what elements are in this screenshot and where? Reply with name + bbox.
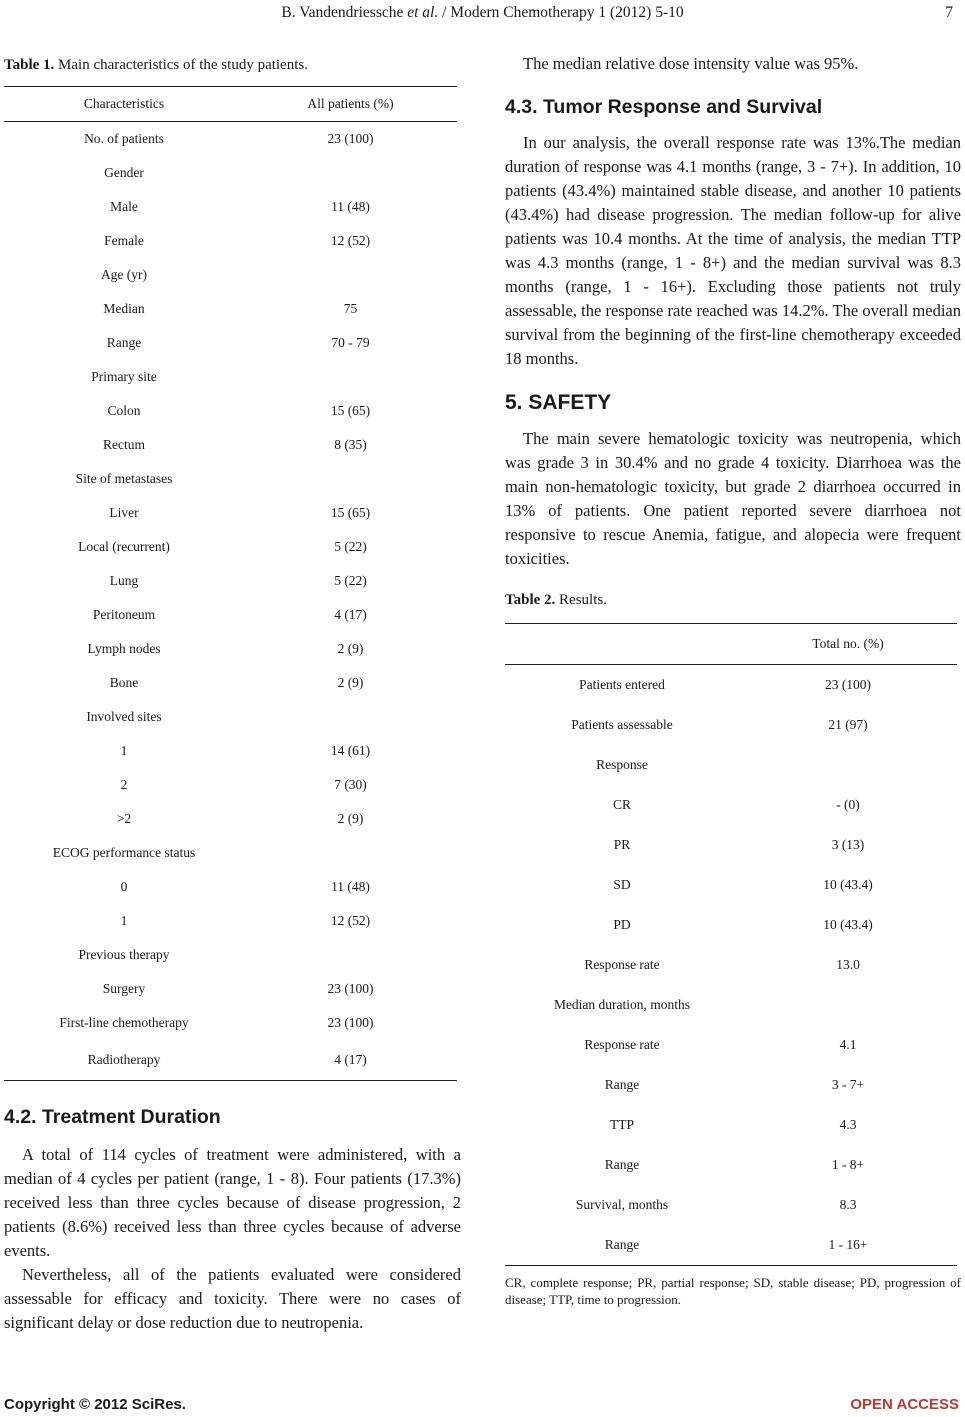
table-cell-value: 5 (22) xyxy=(334,539,367,554)
paragraph: A total of 114 cycles of treatment were administered, with a median of 4 cycles per patient (range, 1 - 8). Four patients (17.3%) received less than three cycles because of disease progression, 2 patients (8.6%) received less than three cycles because of adverse events. xyxy=(4,1145,461,1260)
table-cell-label: Involved sites xyxy=(86,709,162,724)
table-cell-label: Lung xyxy=(109,573,139,588)
table-cell-label: PD xyxy=(613,917,631,932)
table-cell-value: 23 (100) xyxy=(327,131,374,146)
table-cell-value: 23 (100) xyxy=(327,981,374,996)
table-row xyxy=(4,666,457,700)
table-cell-value: 10 (43.4) xyxy=(823,877,873,892)
table-row xyxy=(4,768,457,802)
table-cell-label: 1 xyxy=(120,743,128,758)
table-cell-label: Peritoneum xyxy=(92,607,156,622)
table1-col-header: All patients (%) xyxy=(244,87,457,122)
table-cell-label: TTP xyxy=(609,1117,634,1132)
footer-copyright: Copyright © 2012 SciRes. xyxy=(4,1396,186,1413)
table-cell-label: Site of metastases xyxy=(75,471,173,486)
table-cell-value: 10 (43.4) xyxy=(823,917,873,932)
table-cell-value: 4 (17) xyxy=(334,1052,367,1067)
table2 xyxy=(505,623,957,1266)
table-row xyxy=(4,734,457,768)
table-cell-label: ECOG performance status xyxy=(52,845,196,860)
table-cell-value: 1 - 8+ xyxy=(831,1157,865,1172)
left-column xyxy=(4,52,459,1081)
table2-caption xyxy=(505,591,961,609)
table-cell-label: Female xyxy=(104,233,144,248)
table-row xyxy=(505,905,957,945)
table-cell-label: Male xyxy=(110,199,138,214)
table-cell-value: 15 (65) xyxy=(330,505,371,520)
table-row xyxy=(4,394,457,428)
table-cell-label: Lymph nodes xyxy=(87,641,161,656)
table-cell-label: Range xyxy=(604,1157,640,1172)
table-row xyxy=(505,745,957,785)
table-row xyxy=(4,802,457,836)
table-cell-label: 2 xyxy=(120,777,128,792)
table-cell-value: 13.0 xyxy=(836,957,860,972)
table-cell-label: CR xyxy=(612,797,631,812)
table-row xyxy=(4,530,457,564)
table-cell-value xyxy=(244,258,457,292)
table-row xyxy=(505,825,957,865)
table-cell-value: 21 (97) xyxy=(828,717,868,732)
table-row xyxy=(4,156,457,190)
table-cell-label: Survival, months xyxy=(575,1197,669,1212)
table-cell-label: Local (recurrent) xyxy=(78,539,170,554)
table-cell-value: 14 (61) xyxy=(330,743,371,758)
table-cell-value: 2 (9) xyxy=(337,811,364,826)
right-column xyxy=(505,52,961,1308)
table-cell-label: Patients assessable xyxy=(571,717,673,732)
table-cell-value: 12 (52) xyxy=(330,233,371,248)
table-cell-value: 23 (100) xyxy=(824,677,872,692)
table-cell-label: >2 xyxy=(116,811,132,826)
table1-header-row xyxy=(4,87,457,122)
table-cell-label: Radiotherapy xyxy=(87,1052,161,1067)
table-cell-label: First-line chemotherapy xyxy=(59,1015,189,1030)
table-row xyxy=(505,665,957,706)
table-cell-value: 70 - 79 xyxy=(331,335,370,350)
table-cell-value xyxy=(244,938,457,972)
footer-open-access: OPEN ACCESS xyxy=(850,1396,959,1413)
table-cell-label: Median xyxy=(103,301,145,316)
section-4-2 xyxy=(4,1106,461,1335)
page-number: 7 xyxy=(945,4,953,21)
table-cell-value xyxy=(244,462,457,496)
table-row xyxy=(4,292,457,326)
table-cell-value: 7 (30) xyxy=(334,777,367,792)
running-header-etal: et al. xyxy=(407,4,439,21)
paragraph: Nevertheless, all of the patients evaluated were considered assessable for efficacy and toxicity. There were no cases of significant delay or dose reduction due to neutropenia. xyxy=(4,1265,461,1332)
table-cell-label: Response rate xyxy=(584,1037,660,1052)
table-cell-value xyxy=(244,836,457,870)
table1-col-header: Characteristics xyxy=(4,87,244,122)
table-cell-value: 5 (22) xyxy=(334,573,367,588)
table-cell-label: Colon xyxy=(107,403,141,418)
paragraph: In our analysis, the overall response rate was 13%.The median duration of response was 4.1 months (range, 3 - 7+). In addition, 10 patients (43.4%) maintained stable disease, and another 10 patients (43.4%) had disease progression. The median follow-up for alive patients was 10.4 months. At the time of analysis, the median TTP was 4.3 months (range, 1 - 8+) and the median survival was 8.3 months (range, 1 - 16+). Excluding those patients not truly assessable, the response rate reached was 14.2%. The overall median survival from the beginning of the first-line chemotherapy exceeded 18 months. xyxy=(505,133,961,368)
table2-caption-text: Results. xyxy=(555,592,607,608)
table-row xyxy=(4,360,457,394)
table-row xyxy=(505,865,957,905)
table-cell-label: Previous therapy xyxy=(78,947,170,962)
table-cell-label: Primary site xyxy=(91,369,157,384)
table-cell-value: 11 (48) xyxy=(331,879,370,894)
table2-col-header xyxy=(505,624,739,665)
table-cell-label: Bone xyxy=(109,675,139,690)
table2-header-row xyxy=(505,624,957,665)
table-cell-label: Range xyxy=(106,335,142,350)
table-cell-label: Gender xyxy=(104,165,144,180)
table-cell-value: 75 xyxy=(343,301,358,316)
table-row xyxy=(4,462,457,496)
section-heading: 4.2. Treatment Duration xyxy=(4,1106,221,1128)
table-cell-value: 4 (17) xyxy=(334,607,367,622)
table1 xyxy=(4,86,457,1081)
table-cell-label: Patients entered xyxy=(579,677,665,692)
table2-footnote: CR, complete response; PR, partial response; SD, stable disease; PD, progression of disease; TTP, time to progression. xyxy=(505,1275,961,1307)
table-cell-value: 2 (9) xyxy=(337,675,364,690)
table-cell-value: 12 (52) xyxy=(330,913,371,928)
table-cell-label: Response xyxy=(596,757,648,772)
section-heading: 4.3. Tumor Response and Survival xyxy=(505,96,823,118)
table-cell-label: 0 xyxy=(120,879,128,894)
table-row xyxy=(4,326,457,360)
running-header-author: B. Vandendriessche xyxy=(281,4,408,21)
table-row xyxy=(505,1185,957,1225)
table2-caption-label: Table 2. xyxy=(505,592,556,608)
table-cell-value: 2 (9) xyxy=(337,641,364,656)
table-row xyxy=(4,938,457,972)
table-row xyxy=(505,1105,957,1145)
table-cell-value: 23 (100) xyxy=(327,1015,374,1030)
table-cell-value: 3 (13) xyxy=(831,837,865,852)
table-row xyxy=(505,1225,957,1266)
table-cell-value: - (0) xyxy=(836,797,860,812)
table-row xyxy=(505,1065,957,1105)
table-cell-value: 8 (35) xyxy=(334,437,367,452)
table-row xyxy=(4,904,457,938)
table-row xyxy=(505,1025,957,1065)
table-cell-value: 3 - 7+ xyxy=(831,1077,865,1092)
table2-body xyxy=(505,665,957,1266)
table-row xyxy=(4,700,457,734)
table-cell-value: 4.1 xyxy=(839,1037,857,1052)
table-row xyxy=(4,598,457,632)
table-row xyxy=(4,870,457,904)
table-row xyxy=(4,122,457,157)
table-row xyxy=(4,1040,457,1081)
table-row xyxy=(4,258,457,292)
table-row xyxy=(4,224,457,258)
table-row xyxy=(4,190,457,224)
table-row xyxy=(4,972,457,1006)
table-cell-label: SD xyxy=(613,877,631,892)
table-cell-label: 1 xyxy=(120,913,128,928)
table-cell-value: 15 (65) xyxy=(330,403,371,418)
table-row xyxy=(4,564,457,598)
running-header-journal: / Modern Chemotherapy 1 (2012) 5-10 xyxy=(438,4,684,21)
table-cell-label: Response rate xyxy=(584,957,660,972)
table-row xyxy=(505,705,957,745)
table-cell-value: 11 (48) xyxy=(331,199,370,214)
table-cell-label: Surgery xyxy=(102,981,146,996)
table-row xyxy=(505,785,957,825)
table-cell-value xyxy=(244,360,457,394)
table-cell-label: Rectum xyxy=(103,437,145,452)
table-cell-label: Median duration, months xyxy=(553,997,691,1012)
table-cell-label: Range xyxy=(604,1077,640,1092)
table-cell-label: Age (yr) xyxy=(100,267,148,282)
table-row xyxy=(505,1145,957,1185)
table-row xyxy=(505,985,957,1025)
table-cell-value xyxy=(244,156,457,190)
table-cell-label: No. of patients xyxy=(84,131,164,146)
table-cell-label: Liver xyxy=(109,505,139,520)
table-row xyxy=(505,945,957,985)
table-cell-value xyxy=(244,700,457,734)
table1-caption-label: Table 1. xyxy=(4,57,55,73)
running-header xyxy=(0,4,965,22)
section-heading: 5. SAFETY xyxy=(505,391,612,414)
table-cell-value xyxy=(739,985,957,1025)
table1-caption xyxy=(4,56,459,74)
table-cell-value: 4.3 xyxy=(839,1117,857,1132)
paragraph: The main severe hematologic toxicity was neutropenia, which was grade 3 in 30.4% and no grade 4 toxicity. Diarrhoea was the main non-hematologic toxicity, but grade 2 diarrhoea occurred in 13% of patients. One patient reported severe diarrhoea not responsive to rescue Anemia, fatigue, and alopecia were frequent toxicities. xyxy=(505,429,961,568)
table1-caption-text: Main characteristics of the study patients. xyxy=(54,57,308,73)
table-cell-value: 8.3 xyxy=(839,1197,857,1212)
table-row xyxy=(4,632,457,666)
table-cell-label: PR xyxy=(613,837,631,852)
table1-body xyxy=(4,122,457,1081)
table-cell-value xyxy=(739,745,957,785)
table-cell-value: 1 - 16+ xyxy=(828,1237,868,1252)
table-row xyxy=(4,496,457,530)
table-row xyxy=(4,428,457,462)
table2-col-header: Total no. (%) xyxy=(739,624,957,665)
table-row xyxy=(4,1006,457,1040)
table-row xyxy=(4,836,457,870)
table-cell-label: Range xyxy=(604,1237,640,1252)
paragraph: The median relative dose intensity value was 95%. xyxy=(523,54,859,73)
